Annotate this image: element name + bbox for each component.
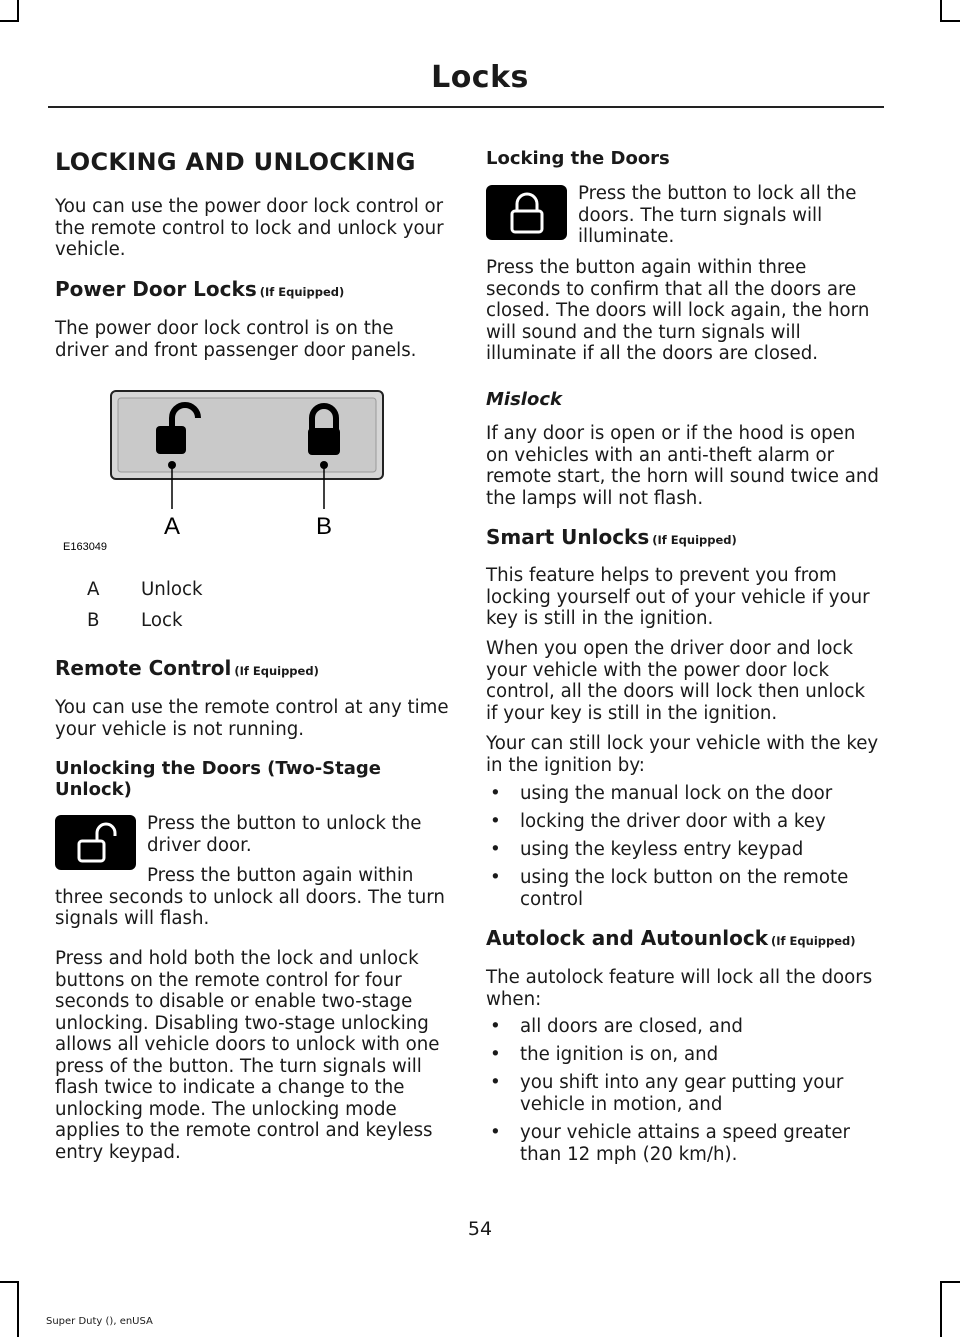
page-number: 54 xyxy=(467,1218,493,1240)
smart-unlocks-text-1: This feature helps to prevent you from locking yourself out of your vehicle if your key is still in the ignition. xyxy=(486,565,870,629)
unlock-icon xyxy=(66,820,126,866)
heading-text: Smart Unlocks xyxy=(486,525,650,549)
crop-mark xyxy=(940,1281,942,1337)
intro-paragraph: You can use the power door lock control or the remote control to lock and unlock your vehicle. xyxy=(55,196,444,260)
if-equipped-qualifier: (If Equipped) xyxy=(771,934,856,948)
list-item-text: using the keyless entry keypad xyxy=(520,839,804,860)
bullet: • xyxy=(490,1044,501,1065)
legend-label: Lock xyxy=(141,610,183,631)
unlock-button-icon-box xyxy=(55,815,136,870)
lock-icon xyxy=(497,189,557,237)
list-item xyxy=(486,783,881,805)
callout-label-b: B xyxy=(315,513,333,540)
autolock-heading xyxy=(486,926,856,950)
unlock-instruction-1: Press the button to unlock the driver door. xyxy=(147,813,422,856)
lock-button-icon-box xyxy=(486,185,567,240)
crop-mark xyxy=(0,20,19,22)
legend-key: A xyxy=(87,579,100,600)
crop-mark xyxy=(940,0,942,22)
header-divider xyxy=(48,106,884,108)
list-item xyxy=(486,1044,881,1066)
bullet: • xyxy=(490,783,501,804)
list-item-text: all doors are closed, and xyxy=(520,1016,743,1037)
list-item-text: you shift into any gear putting your vehicle in motion, and xyxy=(520,1072,844,1115)
list-item xyxy=(486,1016,881,1038)
heading-text: Remote Control xyxy=(55,656,232,680)
door-lock-switch-figure xyxy=(55,388,450,558)
mislock-heading: Mislock xyxy=(486,389,562,410)
remote-control-heading xyxy=(55,656,319,680)
list-item xyxy=(486,1072,881,1115)
smart-unlocks-text-2: When you open the driver door and lock your vehicle with the power door lock control, all the doors will lock then unlock if your key is still in the ignition. xyxy=(486,638,866,724)
remote-control-text: You can use the remote control at any time your vehicle is not running. xyxy=(55,697,449,740)
heading-text: Power Door Locks xyxy=(55,277,257,301)
unlock-instruction-2: Press the button again within three seconds to unlock all doors. The turn signals will flash. xyxy=(55,865,445,929)
bullet: • xyxy=(490,1072,501,1093)
bullet: • xyxy=(490,839,501,860)
list-item xyxy=(486,811,881,833)
list-item-text: your vehicle attains a speed greater than 12 mph (20 km/h). xyxy=(520,1122,851,1165)
unlocking-doors-heading: Unlocking the Doors (Two-Stage Unlock) xyxy=(55,758,381,800)
bullet: • xyxy=(490,1122,501,1143)
legend-key: B xyxy=(87,610,100,631)
list-item xyxy=(486,839,881,861)
crop-mark xyxy=(17,0,19,22)
two-stage-unlock-paragraph: Press and hold both the lock and unlock buttons on the remote control for four seconds to disable or enable two-stage unlocking. Disabling two-stage unlocking allows all vehicle doors to unlock with one press of the button. The turn signals will flash twice to indicate a change to the unlocking mode. The unlocking mode applies to the remote control and keyless entry keypad. xyxy=(55,948,440,1163)
smart-unlocks-heading xyxy=(486,525,737,549)
lock-instruction: Press the button to lock all the doors. The turn signals will illuminate. xyxy=(578,183,857,247)
list-item-text: the ignition is on, and xyxy=(520,1044,719,1065)
list-item xyxy=(486,867,881,910)
door-lock-switch-illustration xyxy=(55,388,450,558)
list-item-text: using the manual lock on the door xyxy=(520,783,833,804)
locking-doors-heading: Locking the Doors xyxy=(486,148,670,169)
crop-mark xyxy=(0,1281,19,1283)
power-door-locks-heading xyxy=(55,277,344,301)
bullet: • xyxy=(490,1016,501,1037)
power-door-locks-text: The power door lock control is on the driver and front passenger door panels. xyxy=(55,318,417,361)
mislock-text: If any door is open or if the hood is open on vehicles with an anti-theft alarm or remote start, the horn will sound twice and the lamps will not flash. xyxy=(486,423,879,509)
autolock-text: The autolock feature will lock all the doors when: xyxy=(486,967,873,1010)
page-header-title: Locks xyxy=(431,60,529,95)
if-equipped-qualifier: (If Equipped) xyxy=(234,664,319,678)
crop-mark xyxy=(940,20,960,22)
footer-text: Super Duty (), enUSA xyxy=(46,1316,153,1327)
smart-unlocks-text-3: Your can still lock your vehicle with the key in the ignition by: xyxy=(486,733,879,776)
heading-text: Autolock and Autounlock xyxy=(486,926,768,950)
list-item-text: using the lock button on the remote control xyxy=(520,867,849,910)
bullet: • xyxy=(490,811,501,832)
list-item-text: locking the driver door with a key xyxy=(520,811,826,832)
legend-row xyxy=(55,579,203,600)
figure-code: E163049 xyxy=(63,541,108,553)
bullet: • xyxy=(490,867,501,888)
if-equipped-qualifier: (If Equipped) xyxy=(652,533,737,547)
legend-row xyxy=(55,610,182,631)
section-title: LOCKING AND UNLOCKING xyxy=(55,148,416,176)
crop-mark xyxy=(940,1281,960,1283)
list-item xyxy=(486,1122,881,1165)
callout-label-a: A xyxy=(163,513,181,540)
if-equipped-qualifier: (If Equipped) xyxy=(259,285,345,299)
legend-label: Unlock xyxy=(141,579,203,600)
crop-mark xyxy=(17,1281,19,1337)
lock-confirm-paragraph: Press the button again within three seconds to confirm that all the doors are closed. The doors will lock again, the horn will sound and the turn signals will illuminate if all the doors are closed. xyxy=(486,257,870,364)
